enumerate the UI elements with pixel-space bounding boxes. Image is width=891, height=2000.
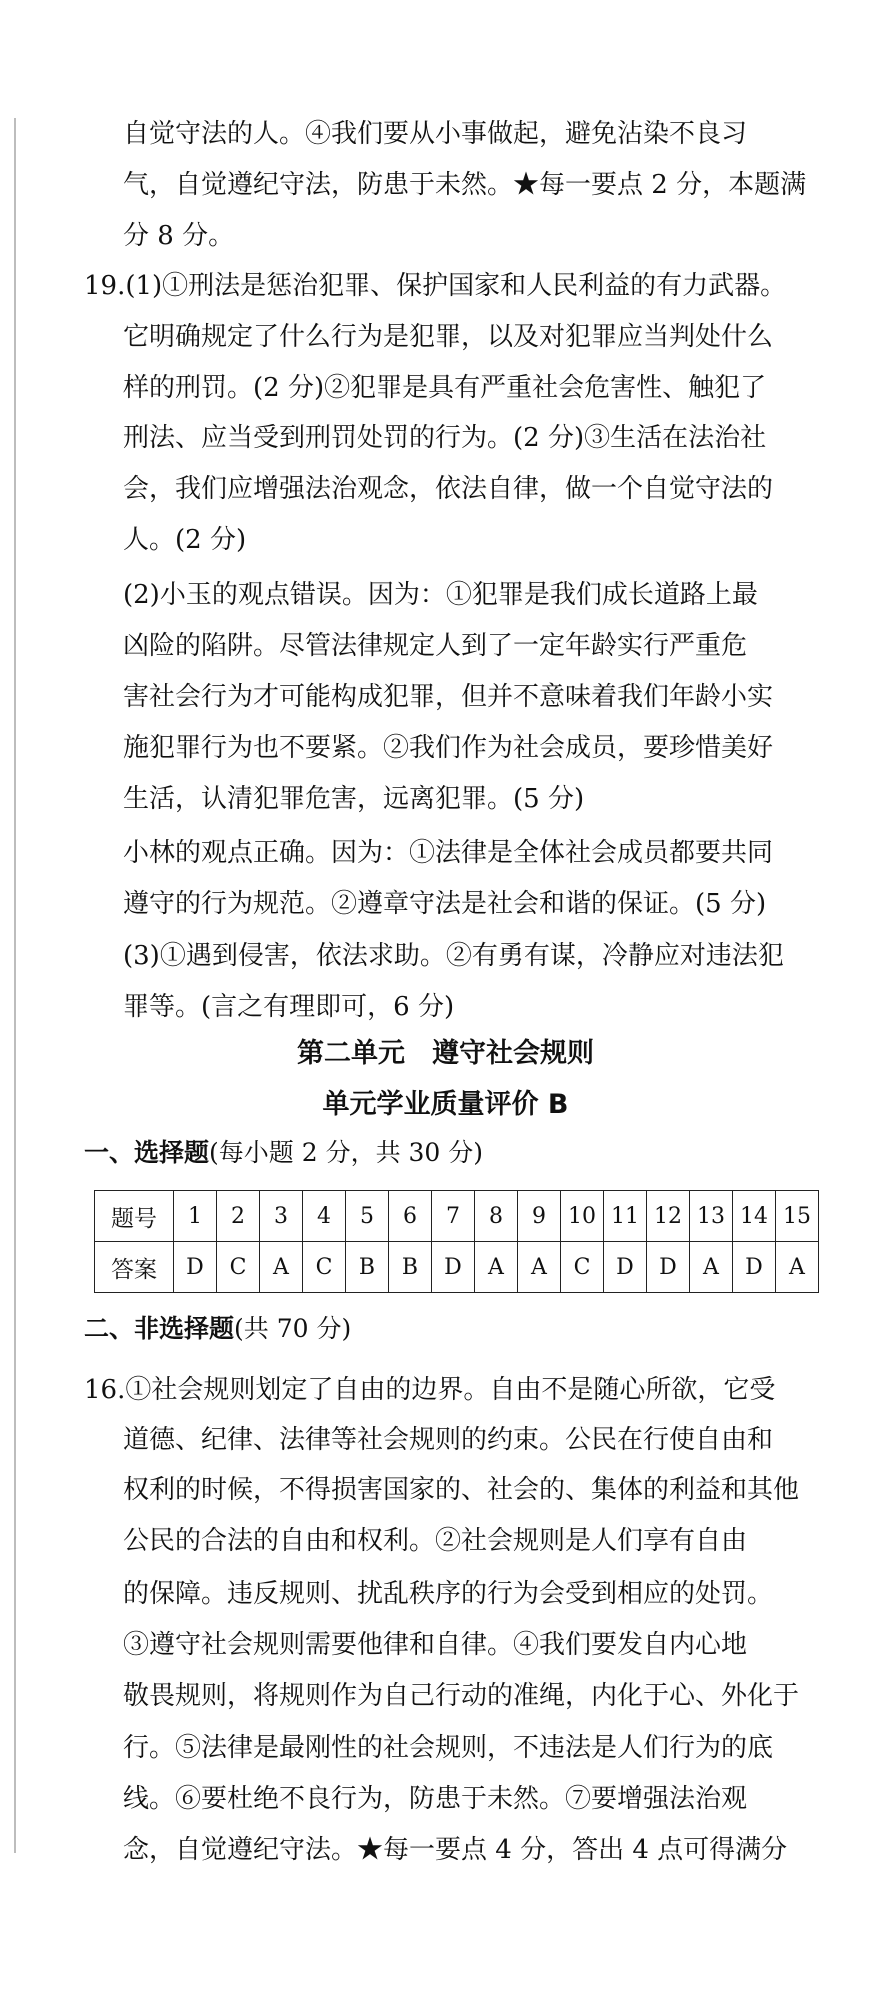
answer-cell: D (604, 1242, 647, 1293)
section-2-heading (84, 1313, 351, 1345)
text-line: 生活，认清犯罪危害，远离犯罪。(5 分) (123, 784, 585, 814)
question-number: 12 (647, 1191, 690, 1242)
question-number: 3 (260, 1191, 303, 1242)
question-number: 10 (561, 1191, 604, 1242)
row-label-answer: 答案 (95, 1242, 174, 1293)
text-line: 的保障。违反规则、扰乱秩序的行为会受到相应的处罚。 (123, 1579, 774, 1609)
question-number: 5 (346, 1191, 389, 1242)
answer-cell: D (733, 1242, 776, 1293)
answer-cell: A (260, 1242, 303, 1293)
table-row (95, 1242, 819, 1293)
answer-cell: A (518, 1242, 561, 1293)
unit-subtitle: 单元学业质量评价 B (322, 1089, 569, 1120)
text-line: 刑法、应当受到刑罚处罚的行为。(2 分)③生活在法治社 (123, 423, 767, 453)
text-line: 小林的观点正确。因为：①法律是全体社会成员都要共同 (123, 838, 774, 868)
text-line: 权利的时候，不得损害国家的、社会的、集体的利益和其他 (123, 1475, 800, 1505)
question-number: 11 (604, 1191, 647, 1242)
text-line: 道德、纪律、法律等社会规则的约束。公民在行使自由和 (123, 1425, 774, 1455)
text-line: 凶险的陷阱。尽管法律规定人到了一定年龄实行严重危 (123, 631, 748, 661)
section-2-note: (共 70 分) (234, 1314, 352, 1343)
text-line: 自觉守法的人。④我们要从小事做起，避免沾染不良习 (123, 119, 748, 149)
question-number: 8 (475, 1191, 518, 1242)
left-margin-rule (14, 118, 16, 1853)
text-line: 气，自觉遵纪守法，防患于未然。★每一要点 2 分，本题满 (123, 170, 807, 200)
section-2-title: 二、非选择题 (84, 1314, 235, 1343)
text-line: 分 8 分。 (123, 221, 235, 251)
question-number: 15 (776, 1191, 819, 1242)
text-line: 敬畏规则，将规则作为自己行动的准绳，内化于心、外化于 (123, 1681, 800, 1711)
answer-cell: B (346, 1242, 389, 1293)
question-number: 6 (389, 1191, 432, 1242)
text-line: 它明确规定了什么行为是犯罪，以及对犯罪应当判处什么 (123, 322, 774, 352)
row-label-number: 题号 (95, 1191, 174, 1242)
answer-cell: C (303, 1242, 346, 1293)
question-16-first-line: 16.①社会规则划定了自由的边界。自由不是随心所欲，它受 (84, 1375, 776, 1405)
question-19-first-line: 19.(1)①刑法是惩治犯罪、保护国家和人民利益的有力武器。 (84, 271, 787, 301)
question-number: 7 (432, 1191, 475, 1242)
table-row (95, 1191, 819, 1242)
text-line: 行。⑤法律是最刚性的社会规则，不违法是人们行为的底 (123, 1733, 774, 1763)
text-line: 人。(2 分) (123, 525, 247, 555)
answer-cell: C (561, 1242, 604, 1293)
question-number: 9 (518, 1191, 561, 1242)
question-number: 14 (733, 1191, 776, 1242)
answer-cell: D (647, 1242, 690, 1293)
answer-cell: A (690, 1242, 733, 1293)
section-1-title: 一、选择题 (84, 1138, 210, 1167)
section-1-heading (84, 1137, 483, 1169)
answer-cell: A (475, 1242, 518, 1293)
answer-cell: C (217, 1242, 260, 1293)
text-line: 施犯罪行为也不要紧。②我们作为社会成员，要珍惜美好 (123, 733, 774, 763)
text-line: 线。⑥要杜绝不良行为，防患于未然。⑦要增强法治观 (123, 1784, 748, 1814)
answer-table (94, 1190, 819, 1293)
answer-cell: D (174, 1242, 217, 1293)
question-number: 13 (690, 1191, 733, 1242)
unit-title: 第二单元 遵守社会规则 (297, 1038, 594, 1069)
text-line: 样的刑罚。(2 分)②犯罪是具有严重社会危害性、触犯了 (123, 373, 767, 403)
text-line: 害社会行为才可能构成犯罪，但并不意味着我们年龄小实 (123, 682, 774, 712)
text-line: 会，我们应增强法治观念，依法自律，做一个自觉守法的 (123, 474, 774, 504)
text-line: 念，自觉遵纪守法。★每一要点 4 分，答出 4 点可得满分 (123, 1835, 788, 1865)
text-line: (3)①遇到侵害，依法求助。②有勇有谋，冷静应对违法犯 (123, 941, 784, 971)
text-line: 罪等。(言之有理即可，6 分) (123, 992, 455, 1022)
question-number: 1 (174, 1191, 217, 1242)
question-number: 4 (303, 1191, 346, 1242)
answer-cell: A (776, 1242, 819, 1293)
question-number: 2 (217, 1191, 260, 1242)
section-1-note: (每小题 2 分，共 30 分) (209, 1138, 484, 1167)
text-line: (2)小玉的观点错误。因为：①犯罪是我们成长道路上最 (123, 580, 758, 610)
text-line: 遵守的行为规范。②遵章守法是社会和谐的保证。(5 分) (123, 889, 767, 919)
text-line: 公民的合法的自由和权利。②社会规则是人们享有自由 (123, 1526, 748, 1556)
text-line: ③遵守社会规则需要他律和自律。④我们要发自内心地 (123, 1630, 748, 1660)
answer-cell: B (389, 1242, 432, 1293)
answer-cell: D (432, 1242, 475, 1293)
